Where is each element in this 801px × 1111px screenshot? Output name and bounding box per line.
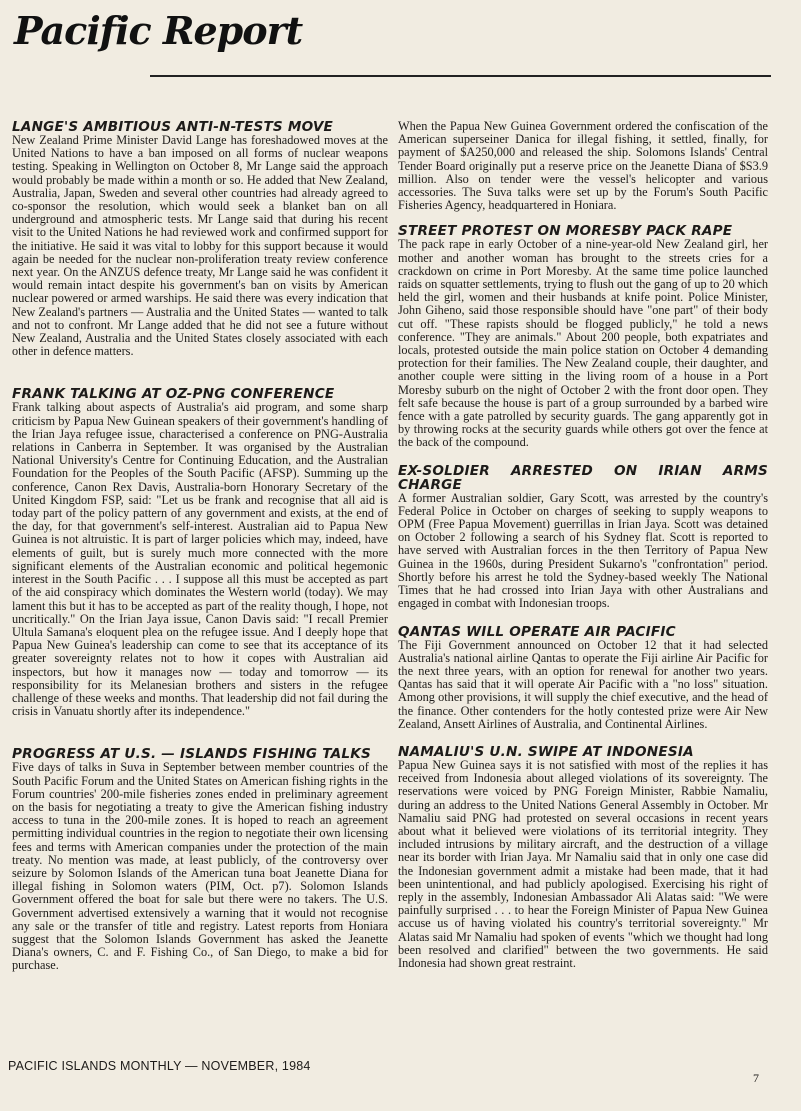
article-headline: EX-SOLDIER ARRESTED ON IRIAN ARMS CHARGE bbox=[398, 462, 768, 493]
article-body: New Zealand Prime Minister David Lange has foreshadowed moves at the United Nations to have a ban imposed on all forms of nuclear weapons testing. Speaking in Wellington on October 8, Mr Lange said the approach would probably be made within a month or so. He added that New Zealand, Australia, Japan, Sweden and several other countries had already agreed to co-sponsor the resolution, which would seek a blanket ban on all underground and atmospheric tests. Mr Lange said that during his recent visit to the United Nations he had reviewed work and confirmed support for the initiative. He said it was vital to lobby for this support because it would again be needed for the nuclear non-proliferation treaty review conference next year. On the ANZUS defence treaty, Mr Lange said he was confident it would remain intact despite his government's ban on visits by American nuclear powered or armed warships. He said there was every indication that New Zealand's partners — Australia and the United States — wanted to talk and not to confront. Mr Lange added that he did not see a future without New Zealand, Australia and the United States closely associated with each other in defence matters. bbox=[12, 133, 388, 359]
article-fishing-continued bbox=[398, 120, 768, 212]
right-column bbox=[398, 120, 768, 970]
article-headline: PROGRESS AT U.S. — ISLANDS FISHING TALKS bbox=[12, 746, 371, 763]
article-body: The pack rape in early October of a nine-year-old New Zealand girl, her mother and another woman has brought to the streets cries for a crackdown on crime in Port Moresby. At the same time police launched raids on squatter settlements, trying to flush out the gang of up to 20 which held the girl, women and their husbands at knife point. Police Minister, John Giheno, said those responsible should have "one part" of their body cut off. "These rapists should be flogged publicly," he told a news conference. "They are animals." About 200 people, both expatriates and locals, protested outside the main police station on October 4 demanding protection for their families. The New Zealand couple, their daughter, and another couple were sitting in the living room of a house in a Port Moresby suburb on the night of October 2 with the front door open. They felt safe because the house is part of a group surrounded by a barbed wire fence with a gate patrolled by security guards. The gang apparently got in by throwing rocks at the security guards while others got over the fence at the back of the compound. bbox=[398, 237, 768, 450]
article-qantas-air-pacific bbox=[398, 625, 768, 731]
article-headline: LANGE'S AMBITIOUS ANTI-N-TESTS MOVE bbox=[12, 119, 334, 135]
article-us-islands-fishing-talks bbox=[12, 747, 388, 972]
article-body: The Fiji Government announced on October 12 that it had selected Australia's national airline Qantas to operate the Fiji airline Air Pacific for the next three years, with an option for renewal for another two years. Qantas has said that it will operate Air Pacific with a "no loss" situation. Among other provisions, it will supply the chief executive, and the head of the finance. Other contenders for the hotly contested prize were Air New Zealand, Ansett Airlines of Australia, and Continental Airlines. bbox=[398, 637, 768, 731]
article-body: A former Australian soldier, Gary Scott, was arrested by the country's Federal Police in October on charges of seeking to supply weapons to OPM (Free Papua Movement) guerrillas in Irian Jaya. Scott was detained on October 2 following a search of his Sydney flat. Scott is reported to have served with Australian forces in the then Territory of Papua New Guinea in the 1960s, during President Sukarno's "confrontation" period. Shortly before his arrest he told the Sydney-based weekly The National Times that he had crossed into Irian Jaya with other Australians and engaged in combat with Indonesian troops. bbox=[398, 490, 768, 611]
masthead-rule bbox=[150, 75, 771, 77]
article-body: Frank talking about aspects of Australia's aid program, and some sharp criticism by Papua New Guinean speakers of their government's handling of the Irian Jaya refugee issue, characterised a conference on PNG-Australia relations in Canberra in September. It was organised by the Australian National University's Centre for Continuing Education, and the Australian Foundation for the Peoples of the South Pacific (AFSP). Summing up the conference, Canon Rex Davis, Australia-born Honorary Secretary of the United Kingdom FSP, said: "Let us be frank and recognise that all aid is today part of the policy pattern of any government and exists, at the end of the day, for that government's self-interest. Australian aid to Papua New Guinea is not altruistic. It is part of larger policies which may, indeed, have elements of guilt, but is surely much more connected with the more significant elements of the Australian economic and political hegemonic interest in the South Pacific . . . I suppose all this must be accepted as part of the aid conspiracy which dominates the Western world (today). We may lament this but it has to be accepted as part of the reality though, I hope, not uncritically." On the Irian Jaya issue, Canon Davis said: "I recall Premier Ultula Samana's eloquent plea on the refugee issue. And I deeply hope that Papua New Guinea's leadership can come to see that its acceptance of its greater sovereignty relates not to how it copes with Australian aid inspectors, but how it manages now — today and tomorrow — its responsibility for its Melanesian brothers and sisters in the refugee challenge of these weeks and months. That leadership did not fail during the crisis in Vanuatu shortly after its independence." bbox=[12, 400, 388, 719]
article-oz-png-conference bbox=[12, 387, 388, 718]
masthead-logo: Pacific Report bbox=[14, 8, 303, 53]
article-headline: FRANK TALKING AT OZ-PNG CONFERENCE bbox=[12, 386, 335, 403]
article-headline: NAMALIU'S U.N. SWIPE AT INDONESIA bbox=[398, 743, 694, 760]
article-lange-anti-n-tests bbox=[12, 120, 388, 358]
article-body: When the Papua New Guinea Government ordered the confiscation of the American superseiner Danica for illegal fishing, it settled, finally, for payment of $A250,000 and released the ship. Solomons Islands' Central Tender Board originally put a reserve price on the Jeanette Diana of $S3.9 million. Also on tender were the vessel's helicopter and various accessories. The Suva talks were set up by the Forum's South Pacific Fisheries Agency, headquartered in Honiara. bbox=[398, 119, 768, 213]
page-number: 7 bbox=[753, 1071, 759, 1085]
article-body: Five days of talks in Suva in September between member countries of the South Pacific Forum and the United States on American fishing rights in the Forum countries' 200-mile fisheries zones ended in preliminary agreement on the basis for negotiating a treaty to give the American fishing industry access to tuna in the 200-mile zones. It is hoped to reach an agreement permitting individual countries in the region to negotiate their own licensing fees and terms with American companies under the protection of the main treaty. No mention was made, at least publicly, of the controversy over seizure by Solomon Islands of the American tuna boat Jeanette Diana for illegal fishing in Solomon waters (PIM, Oct. p7). Solomon Islands Government offered the boat for sale but there were no takers. The U.S. Government advertised extensively a warning that it would not recognise any sale or the transfer of title and registry. Latest reports from Honiara suggest that the Solomon Islands Government has asked the Jeanette Diana's owners, C. and F. Fishing Co., of San Diego, to make a bid for purchase. bbox=[12, 760, 388, 973]
article-headline: STREET PROTEST ON MORESBY PACK RAPE bbox=[398, 223, 733, 240]
article-ex-soldier-arrested bbox=[398, 464, 768, 611]
article-body: Papua New Guinea says it is not satisfied with most of the replies it has received from Indonesia about alleged violations of its sovereignty. The reservations were voiced by PNG Foreign Minister, Rabbie Namaliu, during an address to the United Nations General Assembly in October. Mr Namaliu said PNG had protested on several occasions in recent years about what it believed were violations of its territorial integrity. They included intrusions by military aircraft, and the destruction of a village near its border with Irian Jaya. Mr Namaliu said that in only one case did the Indonesian government admit a mistake had been made, that it had been unintentional, and had publicly apologised. Exercising his right of reply in the assembly, Indonesian Ambassador Ali Alatas said: "We were painfully surprised . . . to hear the Foreign Minister of Papua New Guinea accuse us of having violated his country's territorial sovereignty." Mr Alatas said Mr Namaliu had spoken of events "which we thought had long been resolved and clarified" between the two governments. He said Indonesia had shown great restraint. bbox=[398, 757, 768, 970]
article-moresby-street-protest bbox=[398, 224, 768, 449]
article-namaliu-un-swipe bbox=[398, 745, 768, 970]
article-headline: QANTAS WILL OPERATE AIR PACIFIC bbox=[398, 623, 676, 640]
page-footer: PACIFIC ISLANDS MONTHLY — NOVEMBER, 1984 bbox=[8, 1059, 311, 1073]
left-column bbox=[12, 120, 388, 973]
